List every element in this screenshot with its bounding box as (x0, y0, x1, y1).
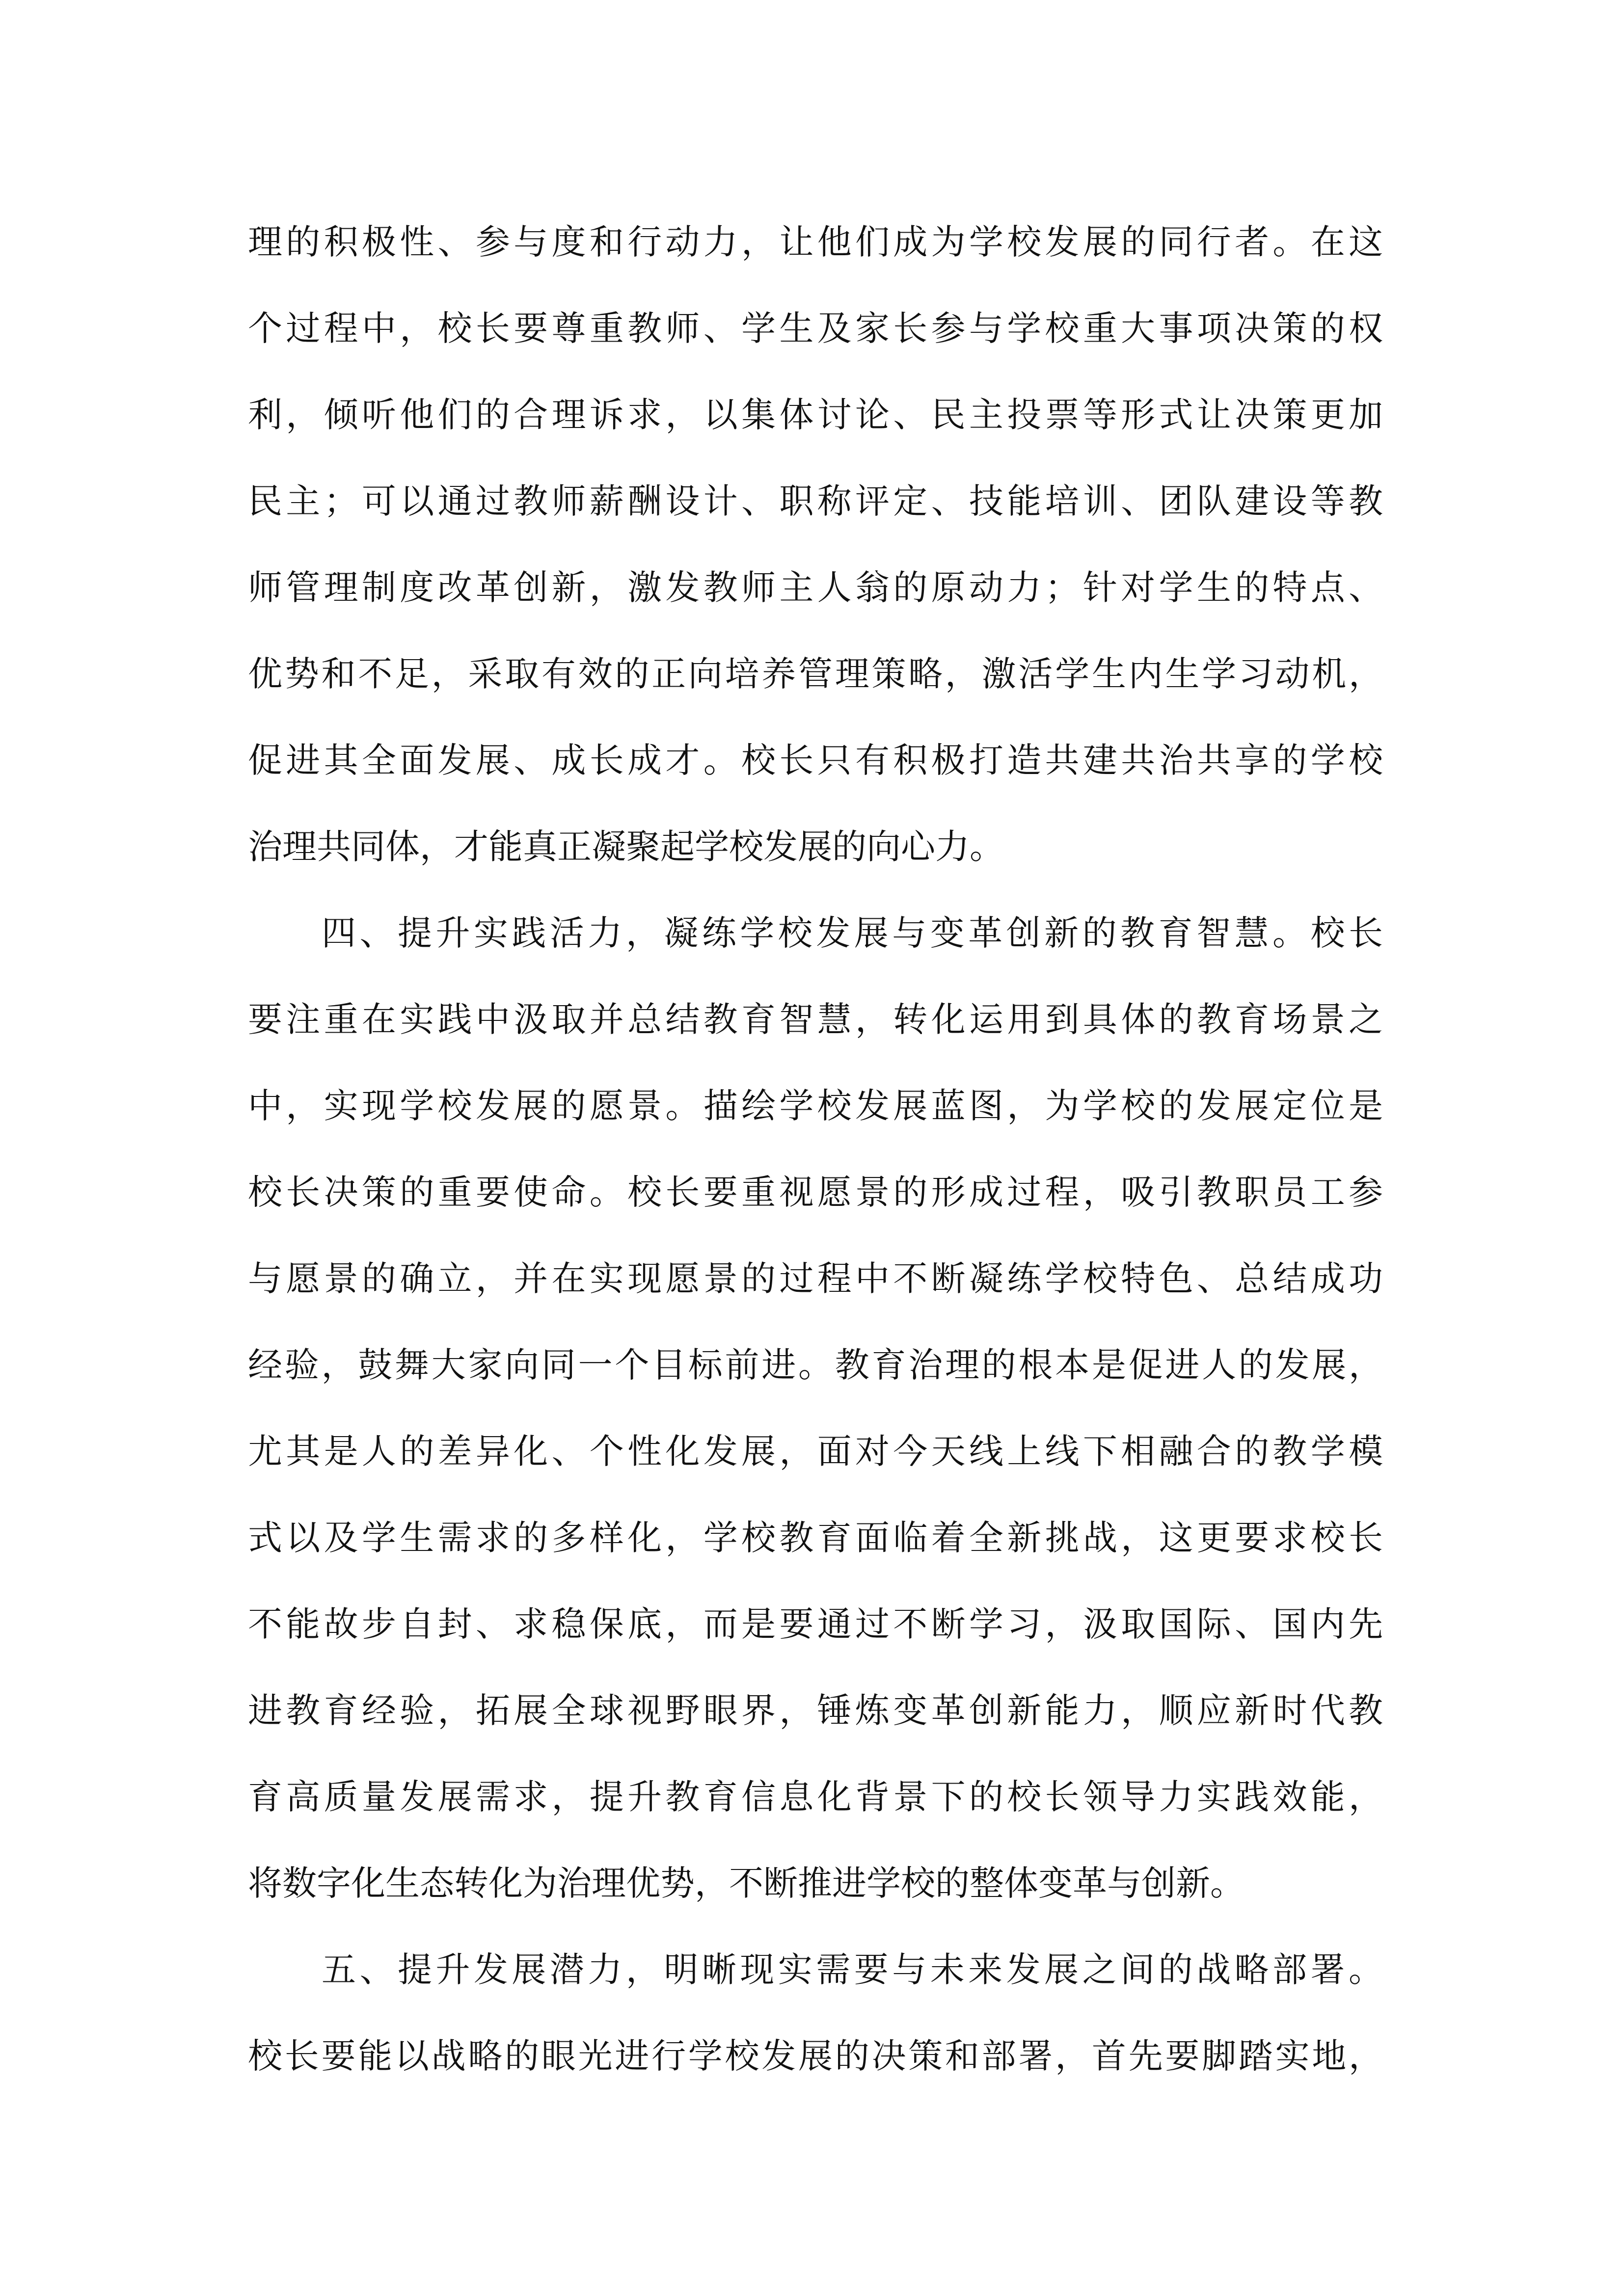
text-line: 五、提升发展潜力，明晰现实需要与未来发展之间的战略部署。 (322, 1949, 1383, 1990)
text-line: 将数字化生态转化为治理优势，不断推进学校的整体变革与创新。 (248, 1863, 1245, 1903)
text-line: 式以及学生需求的多样化，学校教育面临着全新挑战，这更要求校长 (248, 1518, 1383, 1558)
text-line: 个过程中，校长要尊重教师、学生及家长参与学校重大事项决策的权 (248, 308, 1383, 348)
text-line: 育高质量发展需求，提升教育信息化背景下的校长领导力实践效能， (248, 1777, 1383, 1817)
paragraph-practice-vitality (248, 890, 1383, 1926)
text-line: 不能故步自封、求稳保底，而是要通过不断学习，汲取国际、国内先 (248, 1604, 1383, 1644)
text-line: 利，倾听他们的合理诉求，以集体讨论、民主投票等形式让决策更加 (248, 395, 1383, 435)
text-line: 校长要能以战略的眼光进行学校发展的决策和部署，首先要脚踏实地， (248, 2036, 1383, 2076)
text-line: 理的积极性、参与度和行动力，让他们成为学校发展的同行者。在这 (248, 222, 1383, 262)
text-line: 尤其是人的差异化、个性化发展，面对今天线上线下相融合的教学模 (248, 1431, 1383, 1471)
text-line: 校长决策的重要使命。校长要重视愿景的形成过程，吸引教职员工参 (248, 1172, 1383, 1212)
body-text (248, 199, 1383, 2099)
text-line: 促进其全面发展、成长成才。校长只有积极打造共建共治共享的学校 (248, 740, 1383, 780)
text-line: 中，实现学校发展的愿景。描绘学校发展蓝图，为学校的发展定位是 (248, 1086, 1383, 1126)
text-line: 经验，鼓舞大家向同一个目标前进。教育治理的根本是促进人的发展， (248, 1345, 1383, 1385)
text-line: 优势和不足，采取有效的正向培养管理策略，激活学生内生学习动机， (248, 654, 1383, 694)
text-line: 进教育经验，拓展全球视野眼界，锤炼变革创新能力，顺应新时代教 (248, 1690, 1383, 1731)
text-line: 治理共同体，才能真正凝聚起学校发展的向心力。 (248, 827, 1004, 867)
text-line: 与愿景的确立，并在实现愿景的过程中不断凝练学校特色、总结成功 (248, 1258, 1383, 1299)
text-line: 民主；可以通过教师薪酬设计、职称评定、技能培训、团队建设等教 (248, 481, 1383, 521)
text-line: 要注重在实践中汲取并总结教育智慧，转化运用到具体的教育场景之 (248, 999, 1383, 1040)
paragraph-development-potential (248, 1926, 1383, 2099)
text-line: 师管理制度改革创新，激发教师主人翁的原动力；针对学生的特点、 (248, 567, 1383, 608)
text-line: 四、提升实践活力，凝练学校发展与变革创新的教育智慧。校长 (322, 913, 1383, 953)
paragraph-continued (248, 199, 1383, 890)
